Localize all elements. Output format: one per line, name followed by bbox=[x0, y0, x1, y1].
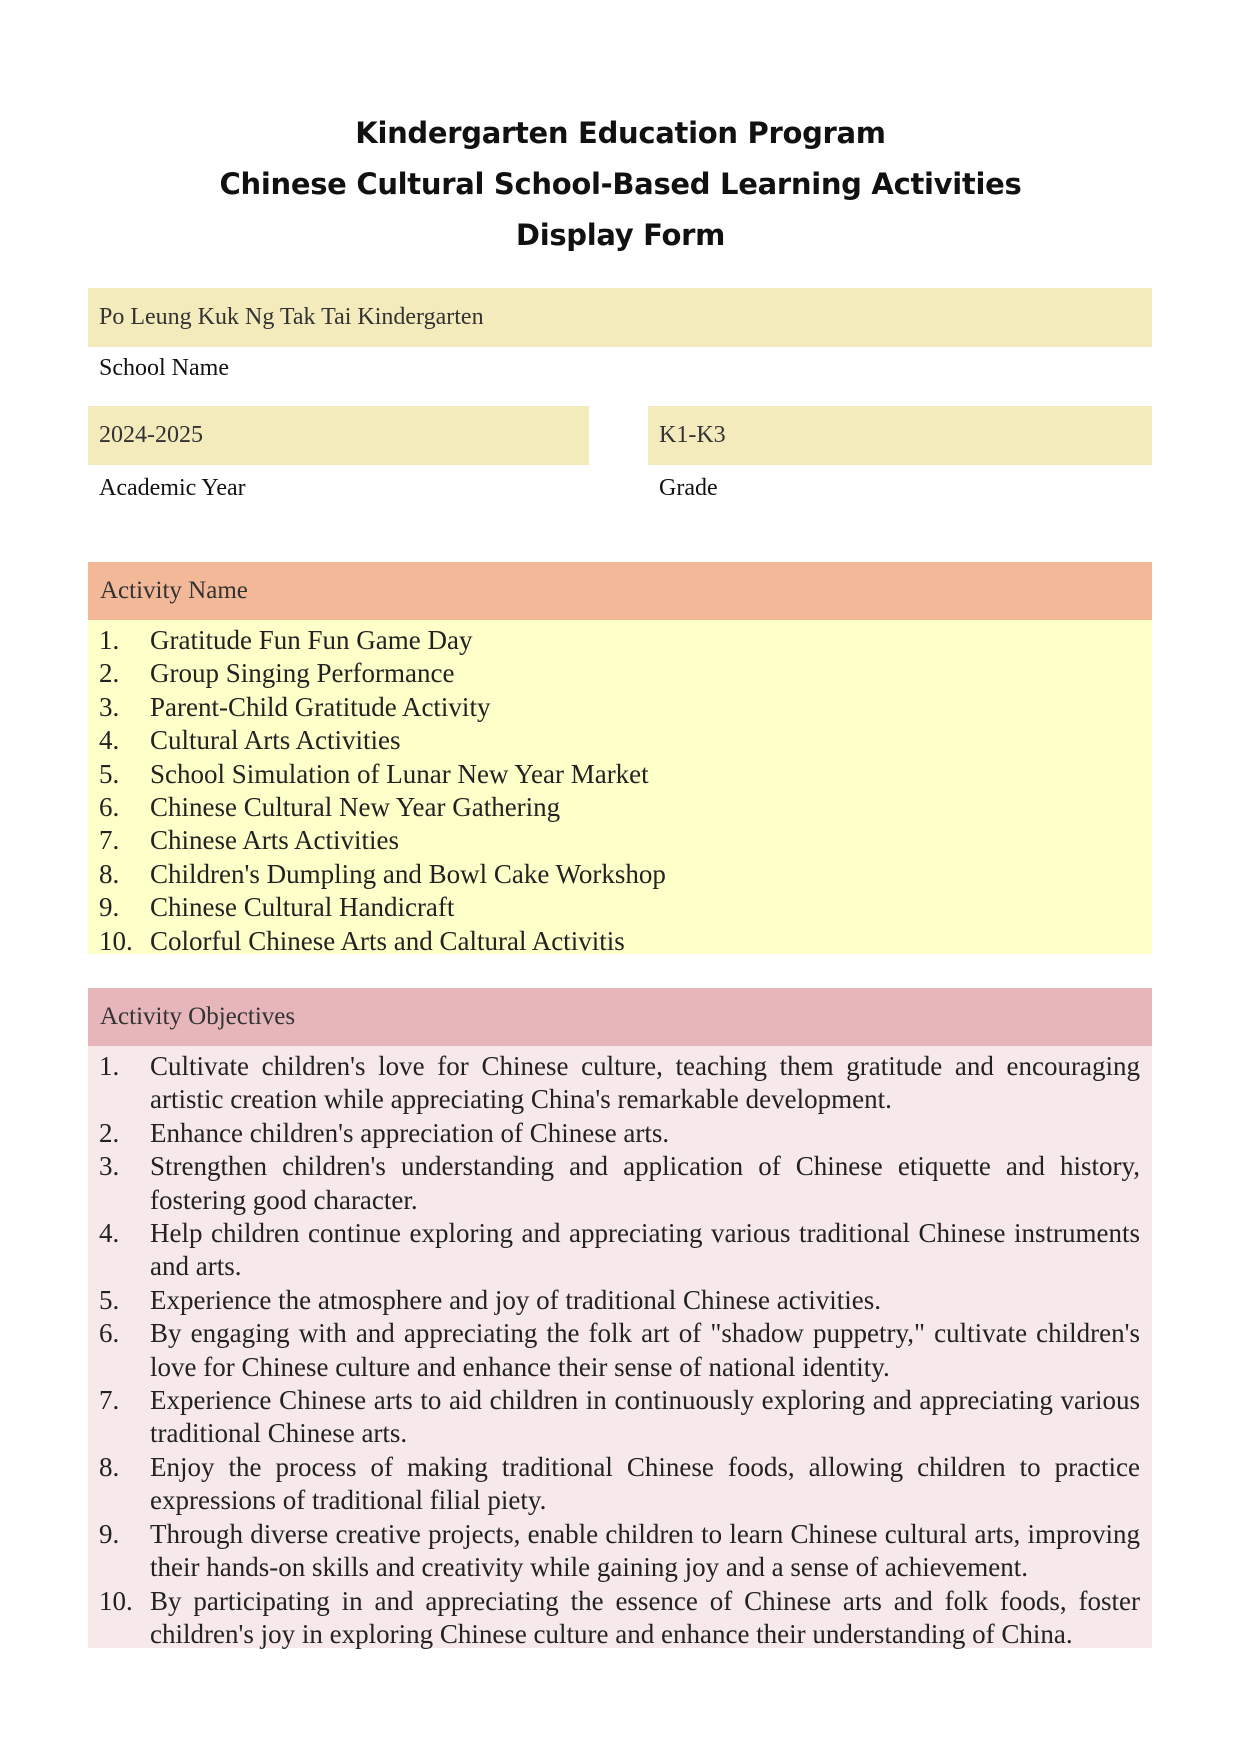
list-item-text: Chinese Arts Activities bbox=[150, 825, 399, 856]
list-item bbox=[88, 758, 1152, 791]
list-item bbox=[88, 1518, 1152, 1585]
title-line-1: Kindergarten Education Program bbox=[355, 116, 886, 150]
list-item bbox=[88, 1451, 1152, 1518]
list-item bbox=[88, 1117, 1152, 1150]
list-item bbox=[88, 1384, 1152, 1451]
list-item-number: 1. bbox=[99, 1051, 120, 1081]
list-item bbox=[88, 1585, 1152, 1652]
list-item-number: 2. bbox=[99, 1117, 120, 1148]
list-item bbox=[88, 791, 1152, 824]
list-item bbox=[88, 858, 1152, 891]
list-item-number: 7. bbox=[99, 1385, 120, 1416]
list-item bbox=[88, 891, 1152, 924]
list-item-text: Enjoy the process of making traditional Chinese foods, allowing children to practice expressions of traditional filial piety. bbox=[150, 1451, 1140, 1516]
list-item-number: 4. bbox=[99, 1218, 120, 1249]
list-item-number: 10. bbox=[99, 1585, 133, 1616]
list-item-text: Experience the atmosphere and joy of traditional Chinese activities. bbox=[150, 1284, 882, 1315]
list-item-number: 6. bbox=[99, 1318, 120, 1349]
list-item bbox=[88, 824, 1152, 857]
list-item bbox=[88, 1050, 1152, 1117]
list-item-text: Children's Dumpling and Bowl Cake Workshop bbox=[150, 858, 666, 889]
list-item-text: By engaging with and appreciating the folk art of "shadow puppetry," cultivate children's love for Chinese culture and enhance their sense of national identity. bbox=[150, 1318, 1140, 1382]
list-item-text: School Simulation of Lunar New Year Market bbox=[150, 758, 649, 789]
list-item-text: Chinese Cultural Handicraft bbox=[150, 892, 455, 923]
list-item-text: Strengthen children's understanding and application of Chinese etiquette and history, fostering good character. bbox=[150, 1151, 1140, 1215]
school-name-label: School Name bbox=[99, 355, 229, 381]
academic-year-field: 2024-2025 bbox=[88, 406, 589, 465]
list-item-text: By participating in and appreciating the essence of Chinese arts and folk foods, foster children's joy in exploring Chinese culture and enhance their understanding of China. bbox=[150, 1585, 1140, 1649]
list-item bbox=[88, 1317, 1152, 1384]
grade-label: Grade bbox=[659, 475, 718, 501]
list-item-number: 4. bbox=[99, 725, 120, 756]
activity-list-panel bbox=[88, 620, 1152, 954]
list-item-number: 9. bbox=[99, 1518, 120, 1549]
list-item-text: Colorful Chinese Arts and Caltural Activitis bbox=[150, 925, 625, 956]
list-item bbox=[88, 624, 1152, 657]
list-item-number: 3. bbox=[99, 691, 120, 722]
activity-objectives-heading: Activity Objectives bbox=[88, 988, 1152, 1046]
list-item-number: 2. bbox=[99, 658, 120, 689]
school-name-field: Po Leung Kuk Ng Tak Tai Kindergarten bbox=[88, 288, 1152, 347]
list-item-number: 7. bbox=[99, 825, 120, 856]
list-item-number: 8. bbox=[99, 858, 120, 889]
document-title bbox=[0, 108, 1241, 261]
list-item-text: Help children continue exploring and appreciating various traditional Chinese instruments and arts. bbox=[150, 1218, 1140, 1282]
list-item-text: Experience Chinese arts to aid children in continuously exploring and appreciating various traditional Chinese arts. bbox=[150, 1385, 1140, 1449]
list-item-text: Parent-Child Gratitude Activity bbox=[150, 691, 491, 722]
list-item bbox=[88, 691, 1152, 724]
academic-year-label: Academic Year bbox=[99, 475, 246, 501]
list-item bbox=[88, 1284, 1152, 1317]
list-item-number: 5. bbox=[99, 1284, 120, 1315]
list-item bbox=[88, 1150, 1152, 1217]
objectives-list bbox=[88, 1050, 1152, 1651]
objectives-list-panel bbox=[88, 1046, 1152, 1648]
list-item-text: Group Singing Performance bbox=[150, 658, 455, 689]
list-item-text: Through diverse creative projects, enable children to learn Chinese cultural arts, improving their hands-on skills and creativity while gaining joy and a sense of achievement. bbox=[150, 1518, 1140, 1583]
list-item-number: 1. bbox=[99, 625, 120, 655]
list-item bbox=[88, 925, 1152, 958]
grade-field: K1-K3 bbox=[648, 406, 1152, 465]
list-item bbox=[88, 724, 1152, 757]
title-line-3: Display Form bbox=[515, 218, 726, 252]
title-line-2: Chinese Cultural School-Based Learning Activities bbox=[219, 167, 1022, 201]
list-item-number: 9. bbox=[99, 892, 120, 923]
list-item-number: 5. bbox=[99, 758, 120, 789]
list-item-number: 8. bbox=[99, 1451, 120, 1482]
list-item-text: Cultural Arts Activities bbox=[150, 725, 401, 756]
list-item-text: Gratitude Fun Fun Game Day bbox=[150, 625, 473, 655]
activity-name-heading: Activity Name bbox=[88, 562, 1152, 620]
list-item-number: 10. bbox=[99, 925, 133, 956]
list-item-text: Enhance children's appreciation of Chinese arts. bbox=[150, 1117, 670, 1148]
list-item bbox=[88, 657, 1152, 690]
activity-list bbox=[88, 624, 1152, 958]
list-item-text: Cultivate children's love for Chinese culture, teaching them gratitude and encouraging artistic creation while appreciating China's remarkable development. bbox=[150, 1051, 1140, 1115]
list-item-text: Chinese Cultural New Year Gathering bbox=[150, 792, 561, 823]
list-item-number: 3. bbox=[99, 1151, 120, 1182]
list-item-number: 6. bbox=[99, 792, 120, 823]
list-item bbox=[88, 1217, 1152, 1284]
